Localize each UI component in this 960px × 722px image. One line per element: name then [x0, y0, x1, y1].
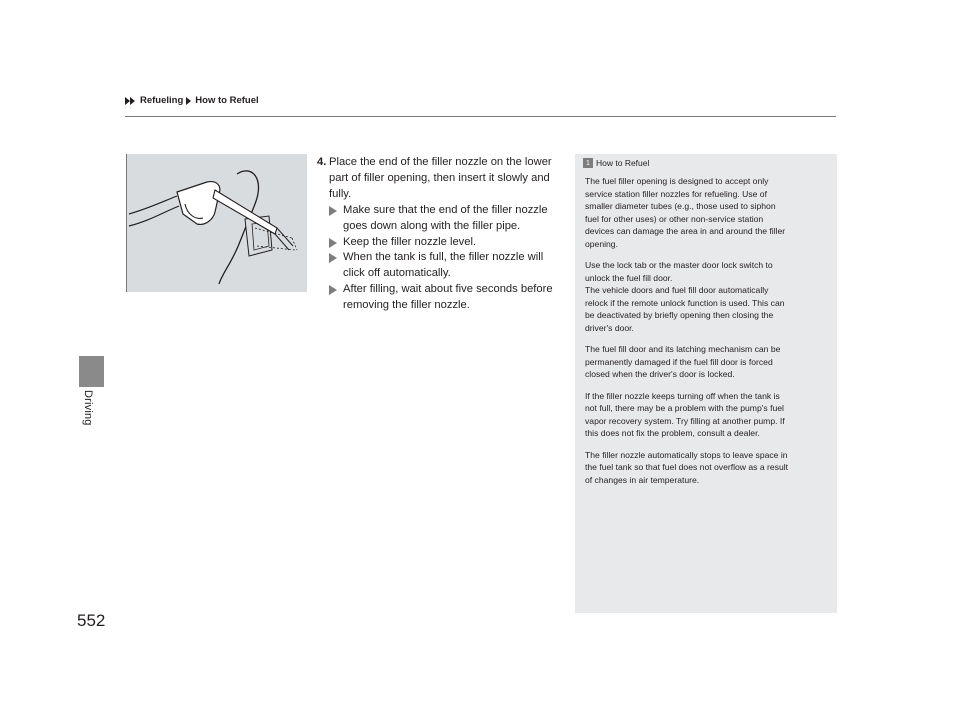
note-paragraph: Use the lock tab or the master door lock switch to unlock the fuel fill door. The vehicle doors and fuel fill door automatically relock if the remote unlock function is used. This can be deactivated by briefly opening then closing the driver's door.	[585, 260, 785, 333]
note-paragraph: If the filler nozzle keeps turning off when the tank is not full, there may be a problem with the pump's fuel vapor recovery system. Try filling at another pump. If this does not fix the problem, consult a dealer.	[585, 390, 785, 438]
step-text: Place the end of the filler nozzle on the lower part of filler opening, then insert it slowly and fully.	[329, 156, 552, 200]
sub-step	[329, 282, 565, 314]
section-label: Driving	[82, 390, 94, 426]
sub-step-text: After filling, wait about five seconds before removing the filler nozzle.	[343, 283, 553, 312]
arrow-right-icon	[329, 250, 343, 282]
note-title	[583, 158, 827, 168]
fuel-nozzle-illustration	[126, 154, 307, 292]
arrow-right-icon	[329, 203, 343, 235]
step-4	[317, 155, 565, 203]
breadcrumb	[125, 95, 259, 106]
sub-step	[329, 235, 565, 251]
breadcrumb-item-how-to-refuel[interactable]: How to Refuel	[195, 95, 259, 106]
sub-step-text: When the tank is full, the filler nozzle will click off automatically.	[343, 251, 544, 280]
note-title-text: How to Refuel	[596, 158, 650, 168]
note-paragraph: The fuel filler opening is designed to accept only service station filler nozzles for refueling. Use of smaller diameter tubes (e.g., those used to siphon fuel for other uses) or other non-service station devices can damage the area in and around the filler opening.	[585, 176, 786, 249]
chevron-right-icon	[186, 97, 192, 105]
breadcrumb-item-refueling[interactable]: Refueling	[140, 95, 184, 106]
refuel-instructions	[317, 155, 565, 314]
sub-step-text: Keep the filler nozzle level.	[343, 235, 477, 248]
arrow-right-icon	[329, 282, 343, 314]
note-paragraph: The filler nozzle automatically stops to leave space in the fuel tank so that fuel does not overflow as a result of changes in air temperature.	[585, 449, 789, 485]
note-box	[575, 154, 837, 613]
page-number: 552	[77, 611, 106, 630]
arrow-right-icon	[329, 235, 343, 251]
sub-step-text: Make sure that the end of the filler nozzle goes down along with the filler pipe.	[343, 203, 548, 232]
section-tab-marker	[79, 356, 104, 387]
header-divider	[125, 116, 836, 117]
step-number: 4.	[317, 156, 327, 168]
note-number-badge: 1	[583, 158, 593, 168]
double-chevron-right-icon	[125, 97, 137, 105]
sub-step	[329, 203, 565, 235]
note-paragraph: The fuel fill door and its latching mechanism can be permanently damaged if the fuel fill door is forced closed when the driver's door is locked.	[585, 344, 781, 379]
sub-step	[329, 250, 565, 282]
